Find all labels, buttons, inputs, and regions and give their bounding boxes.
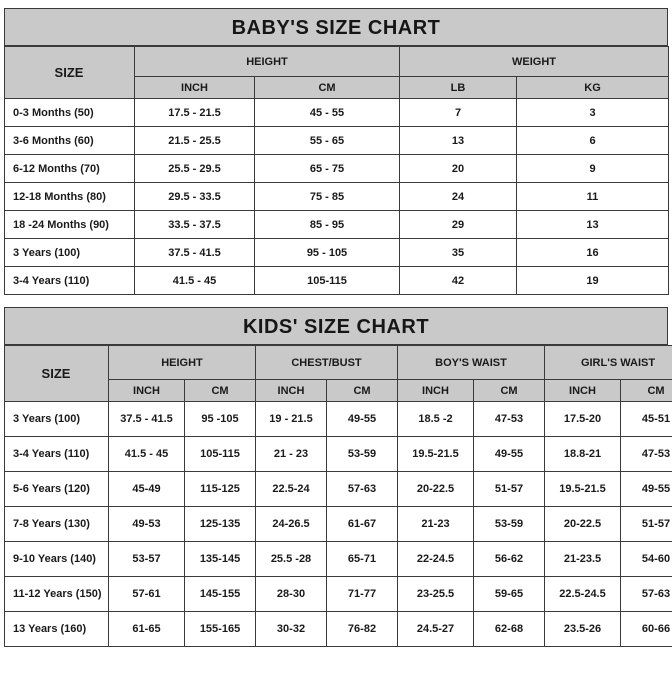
table-row: [5, 507, 672, 542]
baby-row-size: 0-3 Months (50): [5, 99, 135, 127]
kids-row-size: 9-10 Years (140): [5, 542, 109, 577]
baby-cell-height-cm: 85 - 95: [255, 211, 400, 239]
kids-cell-height-cm: 95 -105: [185, 402, 256, 437]
kids-cell-girls-waist-inch: 21-23.5: [545, 542, 621, 577]
kids-cell-height-cm: 145-155: [185, 577, 256, 612]
kids-cell-height-cm: 115-125: [185, 472, 256, 507]
baby-cell-weight-kg: 3: [517, 99, 669, 127]
kids-header-chest-inch: INCH: [256, 380, 327, 402]
kids-header-group-boys-waist: BOY'S WAIST: [398, 346, 545, 380]
baby-cell-height-inch: 37.5 - 41.5: [135, 239, 255, 267]
table-row: [5, 99, 669, 127]
kids-cell-height-inch: 61-65: [109, 612, 185, 647]
kids-cell-boys-waist-inch: 23-25.5: [398, 577, 474, 612]
kids-cell-boys-waist-cm: 62-68: [474, 612, 545, 647]
kids-cell-height-inch: 49-53: [109, 507, 185, 542]
kids-cell-chest-cm: 57-63: [327, 472, 398, 507]
baby-header-group-weight: WEIGHT: [400, 47, 669, 77]
kids-cell-girls-waist-cm: 47-53: [621, 437, 672, 472]
kids-header-size: SIZE: [5, 346, 109, 402]
baby-cell-weight-lb: 29: [400, 211, 517, 239]
kids-cell-boys-waist-cm: 51-57: [474, 472, 545, 507]
kids-header-girls-waist-cm: CM: [621, 380, 672, 402]
baby-cell-height-cm: 75 - 85: [255, 183, 400, 211]
table-row: [5, 155, 669, 183]
kids-table-body: [5, 402, 672, 647]
table-row: [5, 472, 672, 507]
kids-header-group-girls-waist: GIRL'S WAIST: [545, 346, 672, 380]
baby-cell-height-inch: 17.5 - 21.5: [135, 99, 255, 127]
baby-cell-weight-lb: 35: [400, 239, 517, 267]
kids-cell-height-cm: 125-135: [185, 507, 256, 542]
table-row: [5, 127, 669, 155]
kids-cell-boys-waist-cm: 53-59: [474, 507, 545, 542]
table-row: [5, 577, 672, 612]
kids-cell-height-inch: 45-49: [109, 472, 185, 507]
kids-cell-boys-waist-cm: 47-53: [474, 402, 545, 437]
baby-row-size: 3-4 Years (110): [5, 267, 135, 295]
kids-cell-girls-waist-cm: 51-57: [621, 507, 672, 542]
baby-header-size: SIZE: [5, 47, 135, 99]
baby-chart-title: BABY'S SIZE CHART: [4, 8, 668, 46]
baby-cell-height-cm: 95 - 105: [255, 239, 400, 267]
baby-cell-weight-kg: 9: [517, 155, 669, 183]
table-row: [5, 267, 669, 295]
kids-cell-height-cm: 135-145: [185, 542, 256, 577]
kids-cell-chest-cm: 76-82: [327, 612, 398, 647]
baby-cell-height-inch: 29.5 - 33.5: [135, 183, 255, 211]
kids-cell-chest-inch: 25.5 -28: [256, 542, 327, 577]
baby-cell-weight-lb: 42: [400, 267, 517, 295]
kids-cell-height-inch: 37.5 - 41.5: [109, 402, 185, 437]
size-chart-page: [0, 8, 672, 647]
baby-header-weight-kg: KG: [517, 77, 669, 99]
baby-size-table: [4, 46, 669, 295]
kids-header-boys-waist-inch: INCH: [398, 380, 474, 402]
kids-cell-height-cm: 105-115: [185, 437, 256, 472]
kids-cell-chest-inch: 19 - 21.5: [256, 402, 327, 437]
kids-cell-boys-waist-inch: 21-23: [398, 507, 474, 542]
kids-cell-boys-waist-inch: 18.5 -2: [398, 402, 474, 437]
kids-row-size: 3-4 Years (110): [5, 437, 109, 472]
kids-header-boys-waist-cm: CM: [474, 380, 545, 402]
table-row: [5, 239, 669, 267]
baby-header-group-height: HEIGHT: [135, 47, 400, 77]
table-row: [5, 612, 672, 647]
kids-row-size: 3 Years (100): [5, 402, 109, 437]
baby-cell-weight-kg: 19: [517, 267, 669, 295]
baby-row-size: 18 -24 Months (90): [5, 211, 135, 239]
kids-row-size: 11-12 Years (150): [5, 577, 109, 612]
kids-chart-title: KIDS' SIZE CHART: [4, 307, 668, 345]
kids-table-header-groups: [5, 346, 672, 380]
baby-cell-height-inch: 33.5 - 37.5: [135, 211, 255, 239]
baby-header-height-inch: INCH: [135, 77, 255, 99]
baby-header-height-cm: CM: [255, 77, 400, 99]
baby-header-weight-lb: LB: [400, 77, 517, 99]
baby-row-size: 12-18 Months (80): [5, 183, 135, 211]
table-row: [5, 211, 669, 239]
baby-table-header-groups: [5, 47, 669, 77]
kids-size-chart-block: [4, 307, 668, 647]
kids-cell-chest-inch: 22.5-24: [256, 472, 327, 507]
baby-row-size: 6-12 Months (70): [5, 155, 135, 183]
kids-cell-boys-waist-inch: 20-22.5: [398, 472, 474, 507]
kids-cell-boys-waist-cm: 56-62: [474, 542, 545, 577]
kids-cell-girls-waist-cm: 54-60: [621, 542, 672, 577]
kids-cell-chest-inch: 28-30: [256, 577, 327, 612]
baby-cell-height-cm: 45 - 55: [255, 99, 400, 127]
kids-cell-boys-waist-inch: 24.5-27: [398, 612, 474, 647]
baby-row-size: 3 Years (100): [5, 239, 135, 267]
kids-cell-height-inch: 57-61: [109, 577, 185, 612]
kids-cell-boys-waist-cm: 59-65: [474, 577, 545, 612]
baby-cell-weight-kg: 13: [517, 211, 669, 239]
baby-cell-weight-lb: 24: [400, 183, 517, 211]
baby-cell-height-cm: 55 - 65: [255, 127, 400, 155]
kids-cell-girls-waist-inch: 18.8-21: [545, 437, 621, 472]
baby-cell-weight-kg: 16: [517, 239, 669, 267]
table-row: [5, 437, 672, 472]
kids-cell-chest-cm: 71-77: [327, 577, 398, 612]
kids-cell-chest-cm: 65-71: [327, 542, 398, 577]
kids-cell-boys-waist-inch: 22-24.5: [398, 542, 474, 577]
table-row: [5, 402, 672, 437]
kids-size-table: [4, 345, 672, 647]
baby-cell-height-inch: 41.5 - 45: [135, 267, 255, 295]
table-row: [5, 183, 669, 211]
kids-cell-girls-waist-inch: 20-22.5: [545, 507, 621, 542]
table-row: [5, 542, 672, 577]
kids-header-girls-waist-inch: INCH: [545, 380, 621, 402]
kids-cell-height-cm: 155-165: [185, 612, 256, 647]
kids-cell-girls-waist-inch: 19.5-21.5: [545, 472, 621, 507]
baby-cell-weight-kg: 11: [517, 183, 669, 211]
kids-header-group-chest-bust: CHEST/BUST: [256, 346, 398, 380]
kids-cell-chest-inch: 24-26.5: [256, 507, 327, 542]
baby-cell-weight-lb: 20: [400, 155, 517, 183]
baby-cell-height-inch: 25.5 - 29.5: [135, 155, 255, 183]
baby-table-body: [5, 99, 669, 295]
kids-cell-girls-waist-cm: 57-63: [621, 577, 672, 612]
kids-cell-girls-waist-cm: 49-55: [621, 472, 672, 507]
kids-cell-chest-cm: 61-67: [327, 507, 398, 542]
kids-cell-girls-waist-inch: 23.5-26: [545, 612, 621, 647]
baby-cell-weight-kg: 6: [517, 127, 669, 155]
baby-cell-height-inch: 21.5 - 25.5: [135, 127, 255, 155]
kids-cell-height-inch: 41.5 - 45: [109, 437, 185, 472]
baby-row-size: 3-6 Months (60): [5, 127, 135, 155]
kids-cell-girls-waist-inch: 22.5-24.5: [545, 577, 621, 612]
kids-cell-chest-inch: 30-32: [256, 612, 327, 647]
kids-row-size: 13 Years (160): [5, 612, 109, 647]
kids-cell-girls-waist-cm: 45-51: [621, 402, 672, 437]
kids-row-size: 7-8 Years (130): [5, 507, 109, 542]
kids-cell-girls-waist-cm: 60-66: [621, 612, 672, 647]
baby-cell-height-cm: 105-115: [255, 267, 400, 295]
kids-cell-boys-waist-inch: 19.5-21.5: [398, 437, 474, 472]
kids-cell-height-inch: 53-57: [109, 542, 185, 577]
kids-header-height-cm: CM: [185, 380, 256, 402]
kids-cell-chest-cm: 53-59: [327, 437, 398, 472]
kids-header-group-height: HEIGHT: [109, 346, 256, 380]
baby-cell-height-cm: 65 - 75: [255, 155, 400, 183]
kids-header-chest-cm: CM: [327, 380, 398, 402]
kids-cell-boys-waist-cm: 49-55: [474, 437, 545, 472]
kids-header-height-inch: INCH: [109, 380, 185, 402]
baby-size-chart-block: [4, 8, 668, 295]
kids-cell-chest-cm: 49-55: [327, 402, 398, 437]
kids-cell-chest-inch: 21 - 23: [256, 437, 327, 472]
kids-row-size: 5-6 Years (120): [5, 472, 109, 507]
baby-cell-weight-lb: 13: [400, 127, 517, 155]
baby-cell-weight-lb: 7: [400, 99, 517, 127]
kids-cell-girls-waist-inch: 17.5-20: [545, 402, 621, 437]
